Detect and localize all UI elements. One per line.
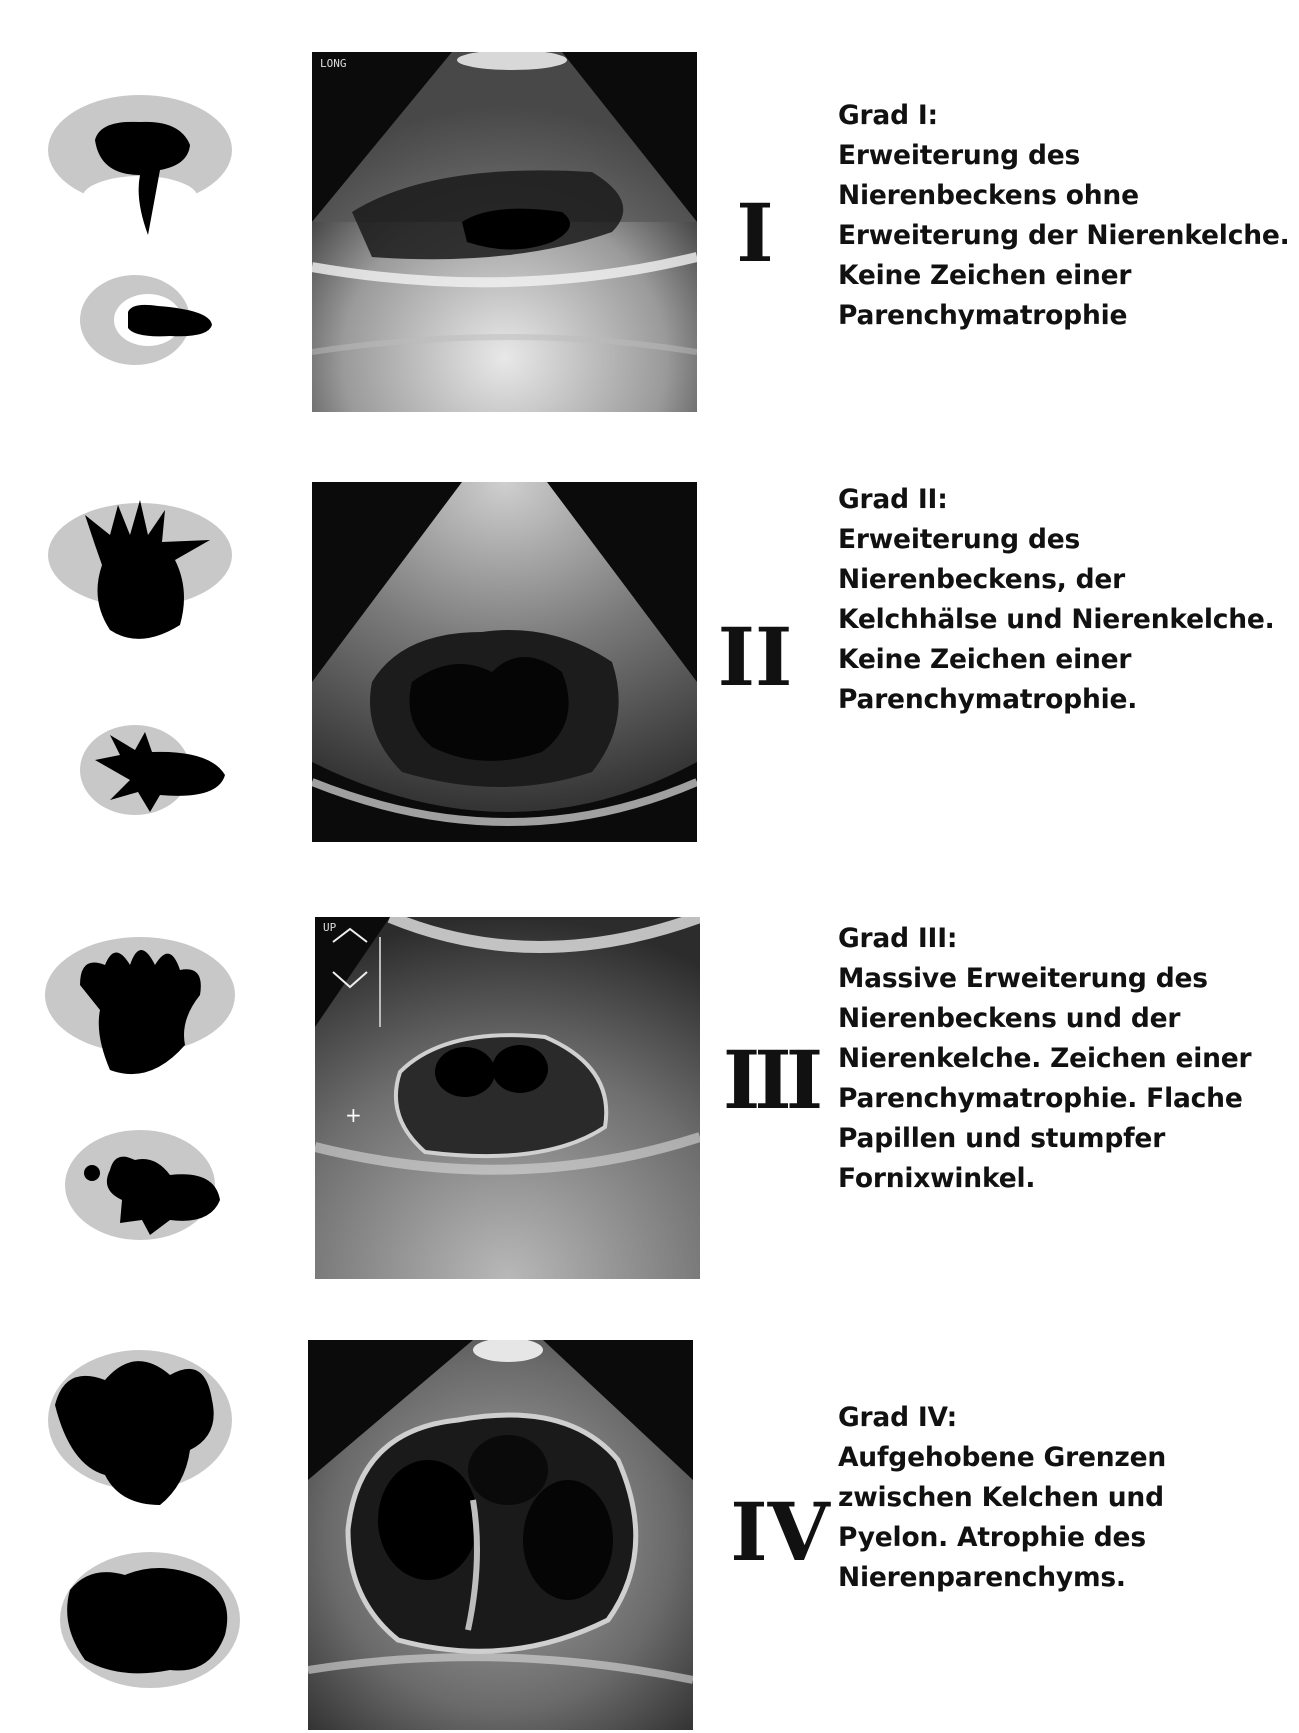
grade-2-description	[838, 480, 1288, 720]
grade-3-title: Grad III:	[838, 923, 958, 954]
grade-2-line-2: Nierenbeckens, der	[838, 564, 1126, 595]
grade-4-transverse-pelvis	[67, 1568, 227, 1673]
grade-1-line-1: Erweiterung des	[838, 140, 1081, 171]
grade-4-line-4: Nierenparenchyms.	[838, 1562, 1126, 1593]
grade-3-line-1: Massive Erweiterung des	[838, 963, 1208, 994]
grade-4-line-1: Aufgehobene Grenzen	[838, 1442, 1167, 1473]
grade-3-row	[0, 905, 1299, 1295]
grade-3-line-5: Papillen und stumpfer	[838, 1123, 1166, 1154]
grade-1-line-3: Erweiterung der Nierenkelche.	[838, 220, 1290, 251]
grade-4-description	[838, 1398, 1288, 1598]
grade-2-schematic	[40, 500, 240, 840]
grade-3-line-3: Nierenkelche. Zeichen einer	[838, 1043, 1252, 1074]
grade-1-schematic	[40, 80, 240, 380]
grade-1-line-2: Nierenbeckens ohne	[838, 180, 1139, 211]
grade-4-ultrasound	[308, 1340, 693, 1730]
grade-4-schematic	[40, 1345, 240, 1705]
grade-1-description	[838, 96, 1288, 336]
grade-2-row	[0, 470, 1299, 860]
grade-3-schematic	[40, 935, 240, 1275]
grade-2-line-4: Keine Zeichen einer	[838, 644, 1132, 675]
grade-4-line-2: zwischen Kelchen und	[838, 1482, 1164, 1513]
grade-1-row	[0, 40, 1299, 430]
grade-3-description	[838, 919, 1288, 1199]
grade-3-ultrasound	[315, 917, 700, 1279]
grade-1-title: Grad I:	[838, 100, 938, 131]
grade-2-title: Grad II:	[838, 484, 948, 515]
grade-2-line-3: Kelchhälse und Nierenkelche.	[838, 604, 1275, 635]
grade-4-longitudinal-pelvis	[55, 1361, 214, 1505]
grade-3-line-4: Parenchymatrophie. Flache	[838, 1083, 1243, 1114]
grade-2-ultrasound	[312, 482, 697, 842]
grade-1-transverse-pelvis	[128, 305, 212, 336]
grade-2-numeral: II	[717, 610, 793, 704]
grade-1-numeral: I	[736, 186, 774, 280]
grade-3-transverse-calyx	[84, 1165, 100, 1181]
grade-3-line-6: Fornixwinkel.	[838, 1163, 1036, 1194]
grade-3-line-2: Nierenbeckens und der	[838, 1003, 1181, 1034]
grade-4-row	[0, 1340, 1299, 1730]
grade-4-numeral: IV	[730, 1485, 830, 1579]
grade-3-ultrasound-label: UP	[323, 921, 337, 934]
grade-4-title: Grad IV:	[838, 1402, 958, 1433]
grade-1-line-4: Keine Zeichen einer	[838, 260, 1132, 291]
grade-1-line-5: Parenchymatrophie	[838, 300, 1128, 331]
grade-1-ultrasound-label: LONG	[320, 57, 347, 70]
grade-1-ultrasound	[312, 52, 697, 412]
grade-3-numeral: III	[722, 1033, 818, 1127]
svg-text:+: +	[345, 1103, 362, 1127]
grade-2-line-1: Erweiterung des	[838, 524, 1081, 555]
grade-2-line-5: Parenchymatrophie.	[838, 684, 1138, 715]
grade-4-line-3: Pyelon. Atrophie des	[838, 1522, 1146, 1553]
